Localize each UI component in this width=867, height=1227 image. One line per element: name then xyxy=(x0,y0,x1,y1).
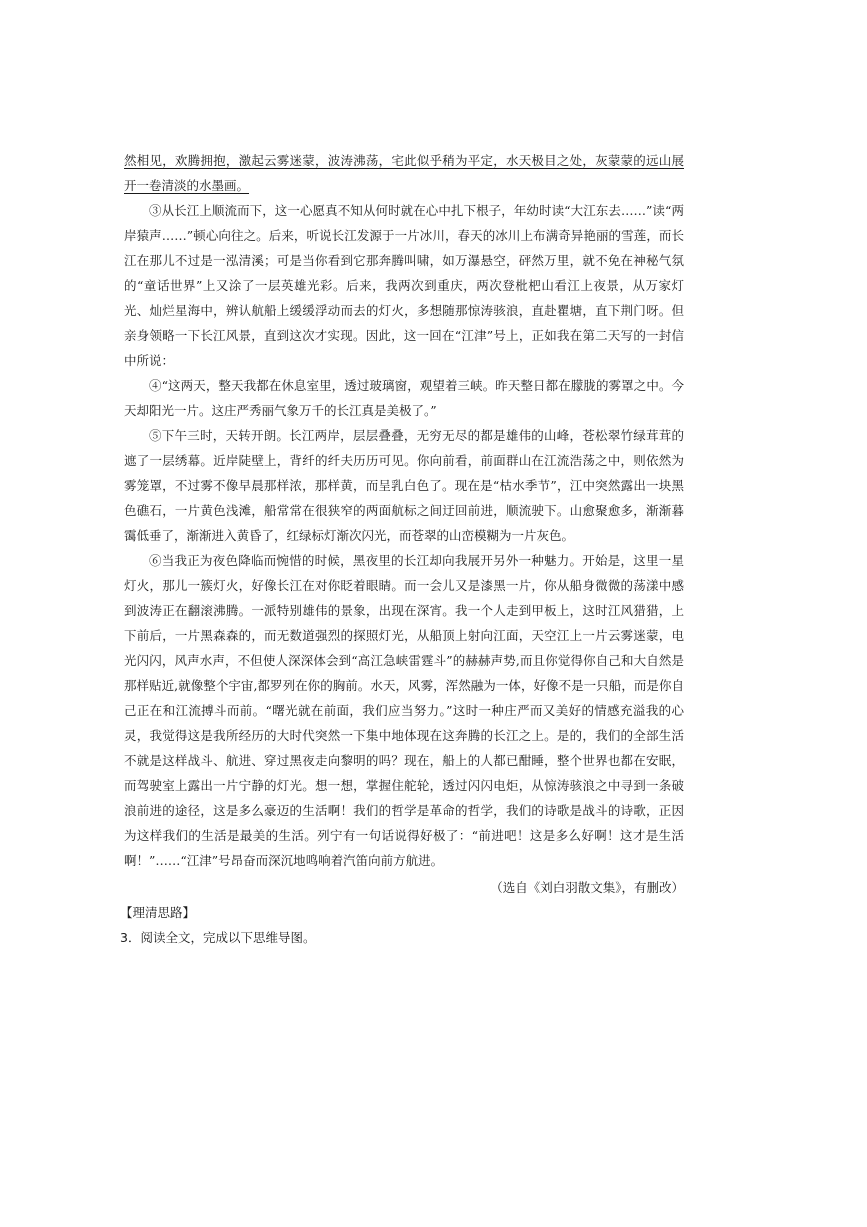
paragraph-continuation: 然相见，欢腾拥抱，激起云雾迷蒙，波涛沸荡，宅此似乎稍为平定，水天极目之处，灰蒙蒙的远山展开一卷清淡的水墨画。 xyxy=(124,153,684,193)
paragraph-6: ⑥当我正为夜色降临而惋惜的时候，黑夜里的长江却向我展开另外一种魅力。开始是，这里一星灯火，那儿一簇灯火，好像长江在对你眨着眼睛。而一会儿又是漆黑一片，你从船身微微的荡漾中感到波涛正在翻滚沸腾。一派特别雄伟的景象，出现在深宵。我一个人走到甲板上，这时江风猎猎，上下前后，一片黑森森的，而无数道强烈的探照灯光，从船顶上射向江面，天空江上一片云雾迷蒙，电光闪闪，风声水声，不但使人深深体会到“高江急峡雷霆斗”的赫赫声势,而且你觉得你自己和大自然是那样贴近,就像整个宇宙,都罗列在你的胸前。水天，风雾，浑然融为一体，好像不是一只船，而是你自己正在和江流搏斗而前。“曙光就在前面，我们应当努力。”这时一种庄严而又美好的情感充溢我的心灵，我觉得这是我所经历的大时代突然一下集中地体现在这奔腾的长江之上。是的，我们的全部生活不就是这样战斗、航进、穿过黑夜走向黎明的吗？现在，船上的人都已酣睡，整个世界也都在安眠，而驾驶室上露出一片宁静的灯光。想一想，掌握住舵轮，透过闪闪电炬，从惊涛骇浪之中寻到一条破浪前进的途径，这是多么豪迈的生活啊！我们的哲学是革命的哲学，我们的诗歌是战斗的诗歌，正因为这样我们的生活是最美的生活。列宁有一句话说得好极了：“前进吧！这是多么好啊！这才是生活啊！”……“江津”号昂奋而深沉地鸣响着汽笛向前方航进。 xyxy=(124,553,684,868)
paragraph-3: ③从长江上顺流而下，这一心愿真不知从何时就在心中扎下根子，年幼时读“大江东去……”读“两岸猿声……”顿心向往之。后来，听说长江发源于一片冰川，春天的冰川上布满奇异艳丽的雪莲，而长江在那儿不过是一泓清溪；可是当你看到它那奔腾叫啸，如万瀑悬空，砰然万里，就不免在神秘气氛的“童话世界”上又涂了一层英雄光彩。后来，我两次到重庆，两次登枇杷山看江上夜景，从万家灯光、灿烂星海中，辨认航船上缓缓浮动而去的灯火，多想随那惊涛骇浪，直赴瞿塘，直下荆门呀。但亲身领略一下长江风景，直到这次才实现。因此，这一回在“江津”号上，正如我在第二天写的一封信中所说： xyxy=(124,203,684,368)
paragraph-5: ⑤下午三时，天转开朗。长江两岸，层层叠叠，无穷无尽的都是雄伟的山峰，苍松翠竹绿茸茸的遮了一层绣幕。近岸陡壁上，背纤的纤夫历历可见。你向前看，前面群山在江流浩荡之中，则依然为雾笼罩，不过雾不像早晨那样浓，那样黄，而呈乳白色了。现在是“枯水季节”，江中突然露出一块黑色礁石，一片黄色浅滩，船常常在很狭窄的两面航标之间迂回前进，顺流驶下。山愈聚愈多，渐渐暮霭低垂了，渐渐进入黄昏了，红绿标灯渐次闪光，而苍翠的山峦模糊为一片灰色。 xyxy=(124,428,684,543)
passage-body xyxy=(120,148,684,950)
section-heading: 【理清思路】 xyxy=(120,905,196,920)
paragraph-4: ④“这两天，整天我都在休息室里，透过玻璃窗，观望着三峡。昨天整日都在朦胧的雾罩之中。今天却阳光一片。这庄严秀丽气象万千的长江真是美极了。” xyxy=(124,378,684,418)
question-3: 3．阅读全文，完成以下思维导图。 xyxy=(120,930,316,945)
source-citation: （选自《刘白羽散文集》，有删改） xyxy=(490,880,684,895)
